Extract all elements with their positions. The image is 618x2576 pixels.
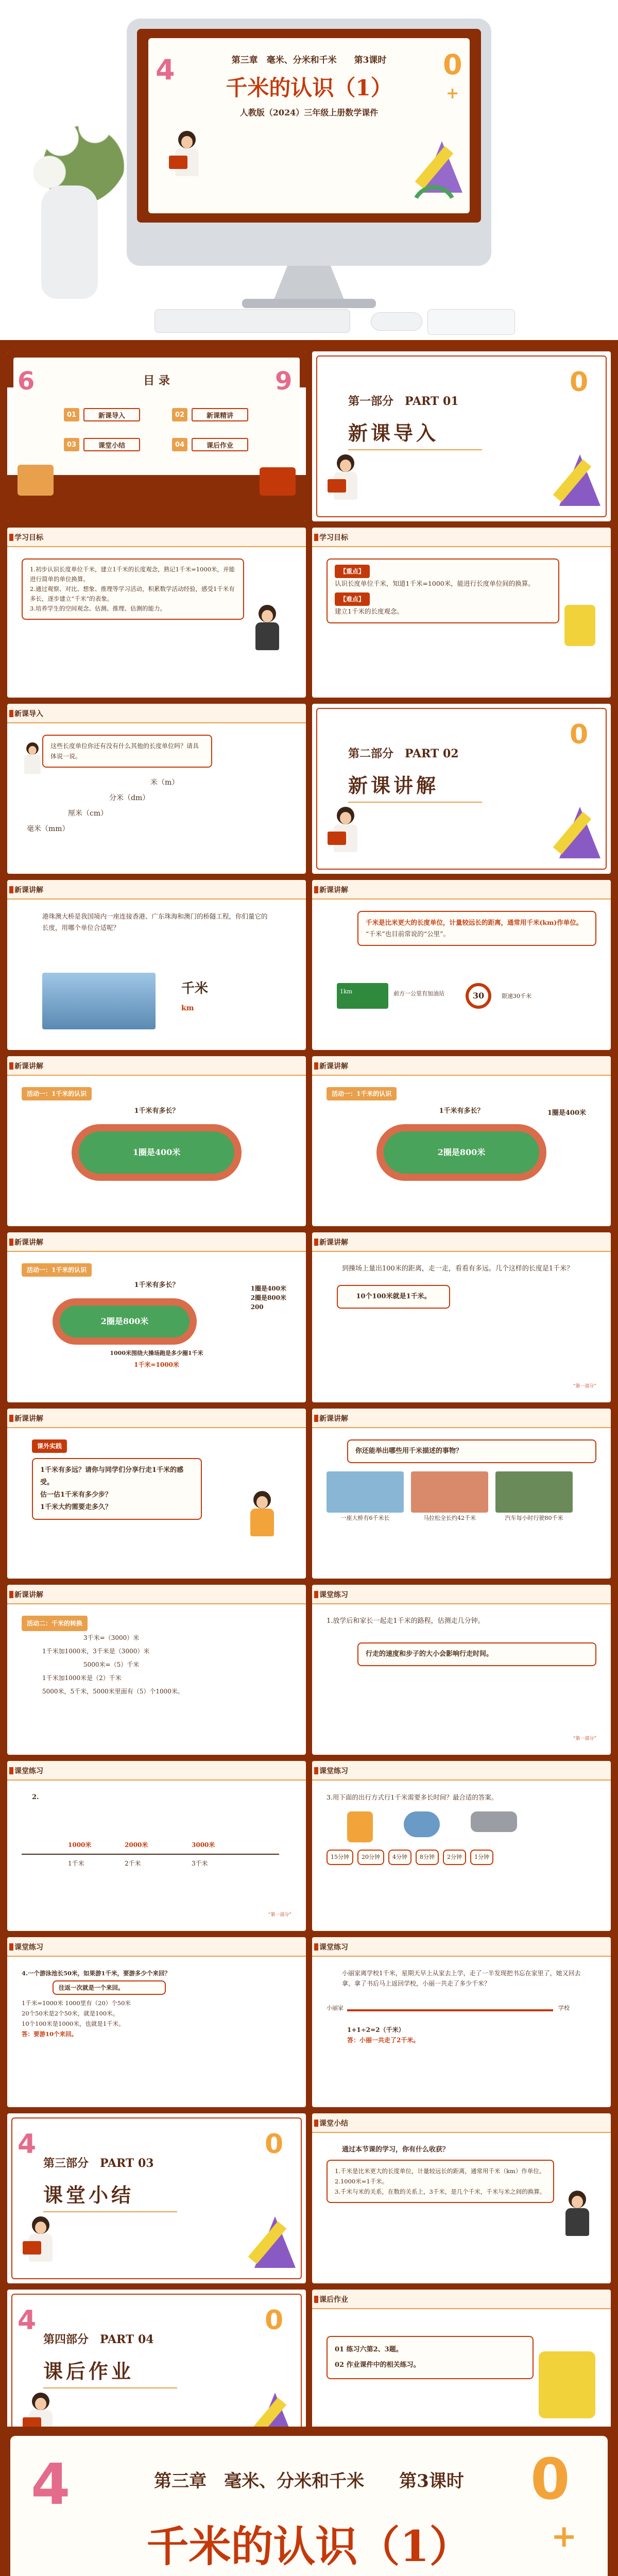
time-option[interactable]: 20分钟 <box>357 1850 384 1865</box>
part-number: 第一部分 PART 01 <box>348 395 459 408</box>
hint-bubble: 行走的速度和步子的大小会影响行走时间。 <box>357 1642 596 1666</box>
boy-reading-illustration <box>539 2351 595 2418</box>
slide-label: 新课讲解 <box>14 886 43 894</box>
digit-0-icon: 0 <box>530 2446 570 2512</box>
swim-step: 1千米=1000米 1000里有（20）个50米 <box>22 1999 131 2007</box>
girl-reading-illustration <box>23 2216 59 2268</box>
track-side-label: 2圈是800米 <box>250 1294 286 1301</box>
toc-item-2[interactable] <box>172 408 248 421</box>
convert-line: 1千米加1000米是（2）千米 <box>42 1674 122 1682</box>
slide-label: 新课讲解 <box>319 1415 348 1423</box>
unit-label: 分米（dm） <box>109 794 150 802</box>
slide-label: 新课讲解 <box>319 1062 348 1071</box>
cover-chapter: 第三章 毫米、分米和千米 第3课时 <box>154 2471 464 2492</box>
homework-item: 02 作业课件中的相关练习。 <box>335 2361 420 2369</box>
car-icon <box>471 1811 517 1832</box>
toc-num: 02 <box>172 408 187 421</box>
number-line <box>22 1854 279 1855</box>
toc-title: 目 录 <box>143 374 170 387</box>
running-track <box>72 1124 242 1181</box>
marathon-photo <box>411 1471 488 1513</box>
toc-label: 课后作业 <box>192 438 248 451</box>
toc-num: 03 <box>64 438 79 451</box>
ruler-triangle-icon <box>544 807 600 863</box>
school-label: 学校 <box>558 2005 570 2011</box>
slide-track-1 <box>7 1056 306 1226</box>
toc-num: 04 <box>172 438 187 451</box>
cover-subtitle: 人教版（2024）三年级上册数学课件 <box>239 108 379 117</box>
tick-label: 3千米 <box>192 1860 208 1867</box>
question-number: 2. <box>32 1793 39 1801</box>
distance-question: 小丽家离学校1千米，星期天早上从家去上学，走了一半发现把书忘在家里了，她又回去拿，拿了书后马上返回学校，小丽一共走了多少千米？ <box>342 1970 581 1987</box>
slide-practice-dialog <box>7 1409 306 1579</box>
goal-line: 1.初步认识长度单位千米，建立1千米的长度观念，熟记1千米=1000米，并能进行简单的单位换算。 <box>30 566 235 583</box>
speed-limit-sign: 30 <box>466 983 491 1009</box>
monitor-screen <box>137 29 481 223</box>
dialog-line: 1千米大约需要走多久？ <box>40 1503 112 1511</box>
photo-caption: 一座大桥有6千米长 <box>340 1515 390 1521</box>
toc-num: 01 <box>64 408 79 421</box>
recap-line: 1.千米是比米更大的长度单位，计量较远长的距离，通常用千米（km）作单位。 <box>335 2167 545 2175</box>
tablet-decoration <box>427 309 515 335</box>
swim-step: 20个50米是2个50米，就是100米。 <box>22 2010 119 2017</box>
unit-label: 厘米（cm） <box>68 809 108 818</box>
track-side-label: 1圈是400米 <box>547 1109 586 1117</box>
slide-part-1 <box>312 351 611 521</box>
km-definition: 千米是比米更大的长度单位，计量较远长的距离，通常用千米(km)作单位。 <box>366 919 583 926</box>
toc-label: 新课精讲 <box>192 408 248 421</box>
books-illustration <box>18 465 54 496</box>
slide-numberline <box>7 1761 306 1931</box>
slide-label: 课堂练习 <box>319 1943 348 1952</box>
digit-6-icon: 6 <box>18 367 35 396</box>
slide-track-3 <box>7 1232 306 1402</box>
recap-line: 2.1000米=1千米。 <box>335 2178 388 2185</box>
difficulty-tag: 【难点】 <box>335 592 370 606</box>
track-question: 1千米有多长？ <box>439 1107 484 1115</box>
track-label: 1圈是400米 <box>79 1131 234 1174</box>
key-line: 认识长度单位千米，知道1千米=1000米，能进行长度单位间的换算。 <box>335 580 535 587</box>
digit-4-icon: 4 <box>18 2129 37 2160</box>
track-side-label: 1圈是400米 <box>250 1285 286 1292</box>
unit-label: 毫米（mm） <box>27 825 70 833</box>
student-avatar <box>20 742 45 778</box>
slide-goals <box>7 528 306 698</box>
slide-keypoints <box>312 528 611 698</box>
monitor-base <box>242 299 376 308</box>
keyboard-decoration <box>154 309 350 333</box>
slide-track-2 <box>312 1056 611 1226</box>
walking-icon <box>347 1811 373 1842</box>
bridge-photo <box>42 973 156 1029</box>
digit-4-icon: 4 <box>31 2451 71 2517</box>
bicycle-icon <box>404 1811 440 1837</box>
slide-part-2 <box>312 704 611 874</box>
digit-0-icon: 0 <box>265 2129 284 2160</box>
photo-caption: 马拉松全长约42千米 <box>423 1515 476 1521</box>
digit-0-icon: 0 <box>265 2305 284 2336</box>
activity-tag: 活动一：1千米的认识 <box>22 1087 92 1100</box>
tick-answer: 3000米 <box>192 1841 215 1849</box>
key-tag: 【重点】 <box>335 565 370 578</box>
bottom-cover-slide <box>10 2436 608 2576</box>
vase-decoration <box>41 185 98 299</box>
slide-swim <box>7 1937 306 2107</box>
track-label: 2圈是800米 <box>60 1306 190 1337</box>
part-number: 第三部分 PART 03 <box>43 2157 154 2170</box>
slide-label: 新课讲解 <box>14 1062 43 1071</box>
time-option[interactable]: 8分钟 <box>416 1850 439 1865</box>
convert-line: 1千米加1000米，3千米是（3000）米 <box>42 1648 150 1655</box>
km-equation: 1千米=1000米 <box>134 1361 179 1368</box>
walk-question: 到操场上量出100米的距离，走一走，看看有多远。几个这样的长度是1千米？ <box>342 1265 574 1273</box>
slide-label: 课后作业 <box>319 2296 348 2304</box>
footer-tag: “第一部分” <box>573 1384 596 1389</box>
goal-line: 2.通过观察、对比、想象、推理等学习活动，积累数学活动经验，感受1千米有多长，逐步建立“千米”的表象。 <box>30 585 235 602</box>
cover-chapter: 第三章 毫米、分米和千米 第3课时 <box>231 55 387 65</box>
track-label: 2圈是800米 <box>384 1131 539 1174</box>
slide-bridge <box>7 880 306 1050</box>
monitor-stand <box>273 266 345 302</box>
unit-label: 米（m） <box>150 778 179 787</box>
transport-question: 3.用下面的出行方式行1千米需要多长时间？最合适的答案。 <box>327 1793 498 1801</box>
slide-label: 课堂练习 <box>14 1943 43 1952</box>
part-title: 课堂小结 <box>43 2183 134 2207</box>
activity-tag: 活动一：1千米的认识 <box>22 1263 92 1277</box>
question-bubble: 这些长度单位你还有没有什么其他的长度单位吗？请具体说一说。 <box>42 735 212 768</box>
toc-label: 课堂小结 <box>83 438 140 451</box>
time-option[interactable]: 2分钟 <box>443 1850 466 1865</box>
slide-recap <box>312 2113 611 2283</box>
toc-label: 新课导入 <box>83 408 140 421</box>
swim-question: 4.一个游泳池长50米，如果游1千米，要游多少个来回？ <box>22 1970 171 1977</box>
part-number: 第二部分 PART 02 <box>348 747 459 760</box>
part-number: 第四部分 PART 04 <box>43 2333 154 2346</box>
convert-line: 5000米，5千米，5000米里面有（5）个1000米。 <box>42 1688 184 1695</box>
footer-tag: “第一部分” <box>268 1912 291 1918</box>
cover-banner <box>0 0 618 340</box>
slide-part-3 <box>7 2113 306 2283</box>
slide-km-definition <box>312 880 611 1050</box>
slide-label: 课堂小结 <box>319 2120 348 2128</box>
slide-label: 学习目标 <box>14 534 43 542</box>
tick-label: 2千米 <box>125 1860 141 1867</box>
ruler-triangle-icon <box>406 141 462 203</box>
km-note: “千米”也目前常说的“公里”。 <box>366 930 450 938</box>
recap-line: 3.千米与米的关系，在数的关系上，3千米，是几个千米，千米与米之间的换算。 <box>335 2188 546 2195</box>
digit-9-icon: 9 <box>275 367 293 396</box>
homework-item: 01 练习六第2、3题。 <box>335 2346 403 2353</box>
slide-toc <box>7 351 306 521</box>
distance-answer: 答：小丽一共走了2千米。 <box>347 2037 420 2044</box>
bridge-text: 港珠澳大桥是我国境内一座连接香港、广东珠海和澳门的桥隧工程，你们量它的长度，用哪个单位合适呢？ <box>42 912 268 931</box>
tick-answer: 2000米 <box>125 1841 148 1849</box>
cover-slide <box>148 38 470 213</box>
practice-text: 1.放学后和家长一起走1千米的路程，估测走几分钟。 <box>327 1617 485 1625</box>
toc-item-4[interactable] <box>172 438 248 451</box>
digit-4-icon: 4 <box>156 54 175 86</box>
plus-icon: + <box>551 2518 577 2554</box>
part-title: 课后作业 <box>43 2360 134 2383</box>
digit-0-icon: 0 <box>570 719 589 750</box>
time-option[interactable]: 4分钟 <box>388 1850 411 1865</box>
activity-tag: 活动二：千米的转换 <box>22 1616 88 1631</box>
slide-label: 课堂练习 <box>14 1767 43 1775</box>
footer-tag: “第一部分” <box>573 1736 596 1741</box>
dialog-line: 1千米有多远？请你与同学们分享行走1千米的感受。 <box>40 1466 184 1486</box>
girl-reading-illustration <box>169 131 205 182</box>
teacher-illustration <box>559 2191 595 2242</box>
practice-tag: 课外实践 <box>32 1439 67 1453</box>
slide-label: 新课讲解 <box>319 1239 348 1247</box>
slide-label: 新课讲解 <box>14 1591 43 1599</box>
hint-bubble: 往返一次就是一个来回。 <box>53 1980 166 1995</box>
slides-grid <box>0 340 618 2427</box>
slide-label: 新课讲解 <box>14 1239 43 1247</box>
swim-step: 10个100米是1000米，也就是1千米。 <box>22 2020 125 2027</box>
tick-answer: 1000米 <box>68 1841 92 1849</box>
sign-caption: 前方一公里有加油站 <box>393 990 444 997</box>
student-illustration <box>244 1491 280 1543</box>
monitor-frame <box>127 19 491 266</box>
cover-title: 千米的认识（1） <box>226 75 392 100</box>
swim-answer: 答：要游10个来回。 <box>22 2030 78 2038</box>
convert-line: 3千米=（3000）米 <box>83 1634 140 1641</box>
slide-intro <box>7 704 306 874</box>
distance-equation: 1+1÷2=2（千米） <box>347 2026 405 2033</box>
slide-transport <box>312 1761 611 1931</box>
slide-label: 学习目标 <box>319 534 348 542</box>
time-option[interactable]: 15分钟 <box>327 1850 353 1865</box>
difficulty-line: 建立1千米的长度观念。 <box>335 607 403 615</box>
ruler-triangle-icon <box>544 454 600 511</box>
car-photo <box>495 1471 573 1513</box>
digit-0-icon: 0 <box>570 367 589 398</box>
photo-caption: 汽车每小时行驶80千米 <box>505 1515 563 1521</box>
girl-reading-illustration <box>328 807 364 858</box>
convert-line: 5000米=（5）千米 <box>83 1661 140 1668</box>
slide-label: 新课讲解 <box>319 886 348 894</box>
activity-tag: 活动一：1千米的认识 <box>327 1087 397 1100</box>
dialog-line: 估一估1千米有多少步？ <box>40 1491 112 1499</box>
toc-item-1[interactable] <box>64 408 140 421</box>
tick-label: 1千米 <box>68 1860 84 1867</box>
books-illustration <box>260 467 296 496</box>
ruler-triangle-icon <box>239 2216 296 2273</box>
slide-label: 课堂练习 <box>319 1591 348 1599</box>
slide-label: 课堂练习 <box>319 1767 348 1775</box>
girl-reading-illustration <box>328 454 364 506</box>
time-option[interactable]: 1分钟 <box>470 1850 493 1865</box>
unit-km-en: km <box>181 1004 194 1012</box>
running-track <box>376 1124 546 1181</box>
walk-answer: 10个100米就是1千米。 <box>337 1285 450 1309</box>
unit-km-label: 千米 <box>181 981 209 996</box>
digit-0-icon: 0 <box>443 48 462 81</box>
track-bottom-text: 1000米围绕大操场跑是多少圈1千米 <box>110 1350 203 1357</box>
plus-icon: + <box>446 84 459 103</box>
running-track <box>53 1298 197 1345</box>
track-side-label: 200 <box>250 1303 264 1311</box>
digit-4-icon: 4 <box>18 2305 37 2336</box>
ruler-character-icon <box>564 605 595 646</box>
goal-line: 3.培养学生的空间观念、估测、推理、估测的能力。 <box>30 605 166 612</box>
toc-item-3[interactable] <box>64 438 140 451</box>
slide-label: 新课导入 <box>14 710 43 718</box>
track-question: 1千米有多长？ <box>134 1281 179 1289</box>
slide-examples <box>312 1409 611 1579</box>
home-label: 小丽家 <box>327 2005 344 2011</box>
examples-question: 你还能举出哪些用千米描述的事物？ <box>347 1439 596 1463</box>
recap-lead: 通过本节课的学习，你有什么收获？ <box>342 2146 450 2154</box>
slide-label: 新课讲解 <box>14 1415 43 1423</box>
distance-line <box>347 2009 553 2011</box>
slide-walk <box>312 1232 611 1402</box>
cover-title: 千米的认识（1） <box>146 2522 472 2571</box>
bottom-cover-banner <box>0 2427 618 2576</box>
road-sign: 1km <box>337 983 388 1009</box>
track-question: 1千米有多长？ <box>134 1107 179 1115</box>
part-title: 新课讲解 <box>348 774 439 797</box>
sign-caption: 限速30千米 <box>502 993 531 999</box>
mouse-decoration <box>371 312 422 331</box>
teacher-illustration <box>249 605 285 656</box>
slide-distance <box>312 1937 611 2107</box>
bridge-photo <box>327 1471 404 1513</box>
slide-practice-walk <box>312 1585 611 1755</box>
slide-unit-convert <box>7 1585 306 1755</box>
part-title: 新课导入 <box>348 421 439 445</box>
